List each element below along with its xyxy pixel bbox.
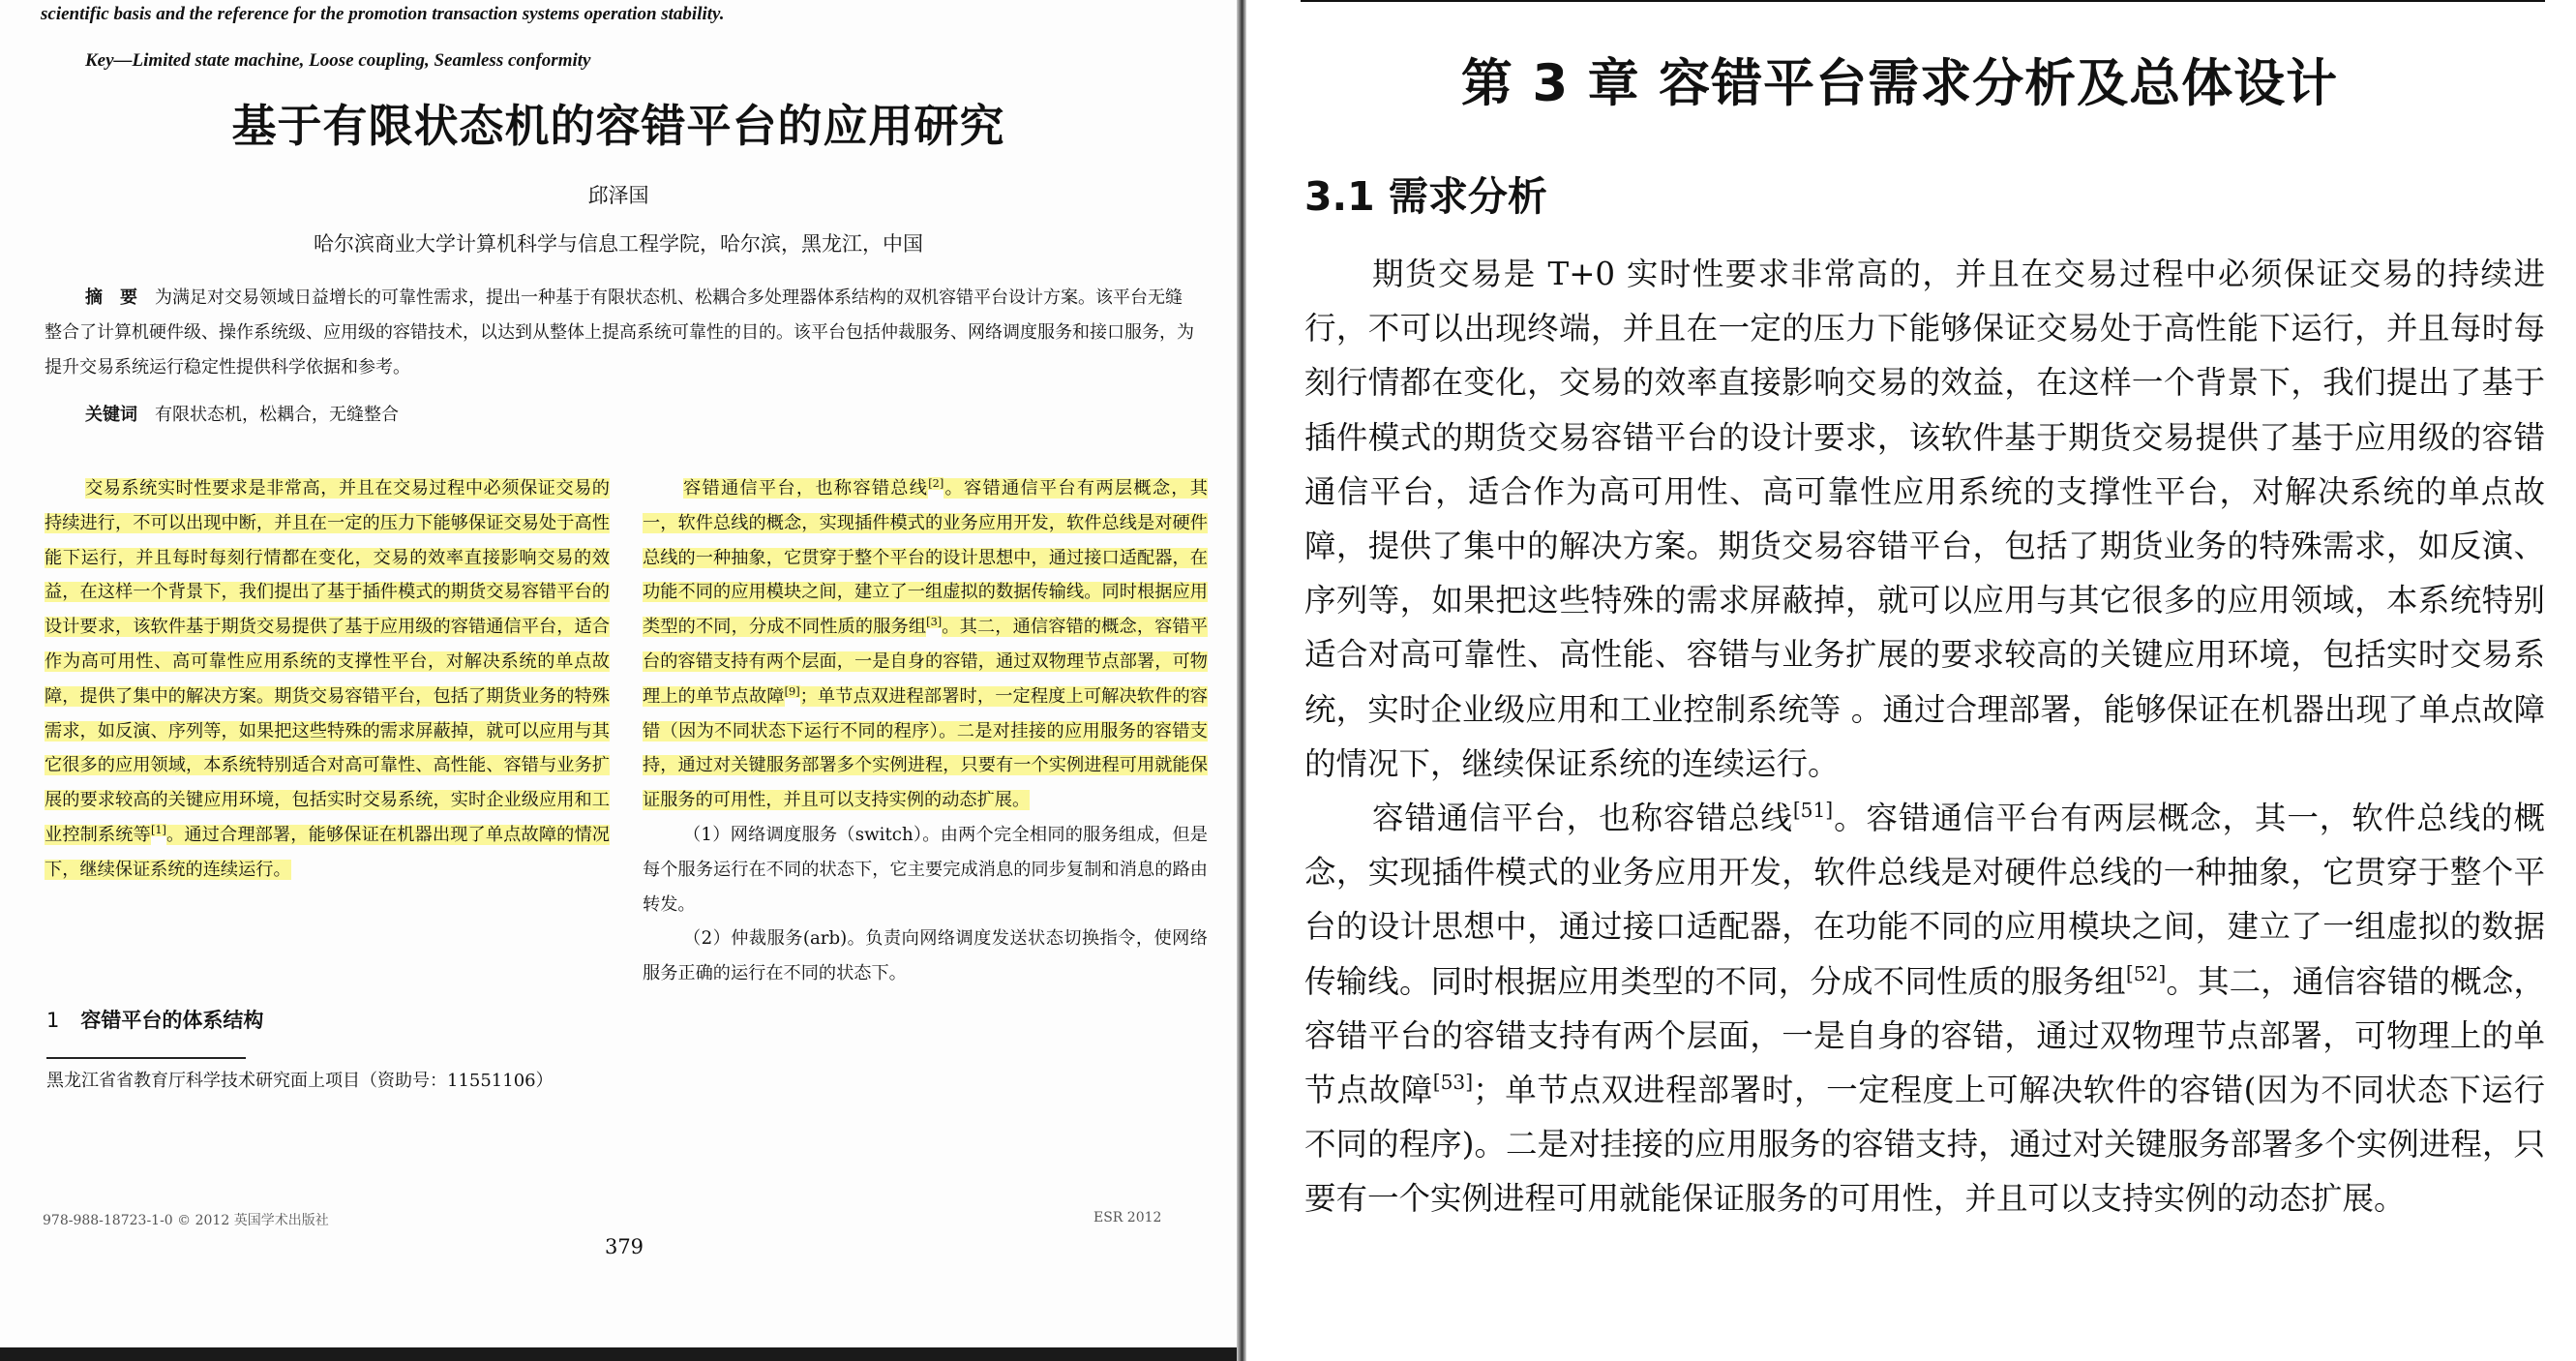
citation-ref-51: [51] bbox=[1792, 799, 1834, 823]
citation-ref-3: [3] bbox=[926, 616, 943, 629]
section-number: 1 bbox=[46, 1009, 60, 1032]
citation-ref-9: [9] bbox=[784, 684, 800, 698]
citation-ref-53: [53] bbox=[1432, 1071, 1474, 1095]
header-rule bbox=[1301, 0, 2545, 2]
body-paragraph bbox=[1304, 791, 2545, 1226]
abstract-en-last-line: scientific basis and the reference for the promotion transaction systems operation stability. bbox=[41, 4, 725, 24]
keywords-en: Key—Limited state machine, Loose coupling, Seamless conformity bbox=[85, 50, 591, 71]
body-seg-2: 。容错通信平台有两层概念，其一，软件总线的概念，实现插件模式的业务应用开发，软件总线是对硬件总线的一种抽象，它贯穿于整个平台的设计思想中，通过接口适配器，在功能不同的应用模块之间，建立了一组虚拟的数据传输线。同时根据应用类型的不同，分成不同性质的服务组 bbox=[1304, 800, 2545, 1000]
footer-text-right: ESR 2012 bbox=[1093, 1210, 1162, 1225]
left-document-page bbox=[0, 0, 1237, 1347]
right-document-page bbox=[1246, 0, 2576, 1361]
highlight-seg-1: 容错通信平台，也称容错总线 bbox=[683, 478, 929, 499]
abstract-cn bbox=[45, 281, 1196, 385]
body-column-right bbox=[643, 471, 1208, 991]
footer-text-left: 978-988-18723-1-0 © 2012 英国学术出版社 bbox=[43, 1213, 329, 1225]
footnote-divider bbox=[46, 1057, 246, 1059]
keywords-text: 有限状态机，松耦合，无缝整合 bbox=[155, 405, 399, 425]
highlight-seg-4: ；单节点双进程部署时，一定程度上可解决软件的容错（因为不同状态下运行不同的程序）。二是对挂接的应用服务的容错支持，通过对关键服务部署多个实例进程，只要有一个实例进程可用就能保证服务的可用性，并且可以支持实例的动态扩展。 bbox=[643, 685, 1208, 811]
page-number: 379 bbox=[604, 1235, 644, 1258]
keywords-label: 关键词 bbox=[85, 405, 137, 425]
section-heading-text: 容错平台的体系结构 bbox=[80, 1009, 264, 1032]
body-seg-3: 。其二，通信容错的概念，容错平台的容错支持有两个层面，一是自身的容错，通过双物理节点部署，可物理上的单节点故障 bbox=[1304, 962, 2545, 1109]
author-affiliation: 哈尔滨商业大学计算机科学与信息工程学院，哈尔滨，黑龙江，中国 bbox=[314, 232, 923, 256]
footnote: 黑龙江省省教育厅科学技术研究面上项目（资助号：11551106） bbox=[46, 1071, 554, 1091]
section-title: 3.1 需求分析 bbox=[1304, 173, 1547, 220]
highlight-seg-2: 。容错通信平台有两层概念，其一，软件总线的概念，实现插件模式的业务应用开发，软件总线是对硬件总线的一种抽象，它贯穿于整个平台的设计思想中，通过接口适配器，在功能不同的应用模块之间，建立了一组虚拟的数据传输线。同时根据应用类型的不同，分成不同性质的服务组 bbox=[643, 478, 1208, 638]
highlight-text-tail: 。通过合理部署，能够保证在机器出现了单点故障的情况下，继续保证系统的连续运行。 bbox=[45, 824, 610, 880]
body-seg-1: 容错通信平台，也称容错总线 bbox=[1372, 800, 1793, 837]
body-paragraph: 期货交易是 T+0 实时性要求非常高的，并且在交易过程中必须保证交易的持续进行，不可以出现终端，并且在一定的压力下能够保证交易处于高性能下运行，并且每时每刻行情都在变化，交易的效率直接影响交易的效益，在这样一个背景下，我们提出了基于插件模式的期货交易容错平台的设计要求，该软件基于期货交易提供了基于应用级的容错通信平台，适合作为高可用性、高可靠性应用系统的支撑性平台，对解决系统的单点故障，提供了集中的解决方案。期货交易容错平台，包括了期货业务的特殊需求，如反演、序列等，如果把这些特殊的需求屏蔽掉，就可以应用与其它很多的应用领域，本系统特别适合对高可靠性、高性能、容错与业务扩展的要求较高的关键应用环境，包括实时交易系统，实时企业级应用和工业控制系统等 。通过合理部署，能够保证在机器出现了单点故障的情况下，继续保证系统的连续运行。 bbox=[1304, 256, 2545, 782]
page-gutter bbox=[1237, 0, 1246, 1361]
citation-ref-52: [52] bbox=[2125, 961, 2167, 985]
highlight-text: 交易系统实时性要求是非常高，并且在交易过程中必须保证交易的持续进行，不可以出现中断，并且在一定的压力下能够保证交易处于高性能下运行，并且每时每刻行情都在变化，交易的效率直接影响交易的效益，在这样一个背景下，我们提出了基于插件模式的期货交易容错平台的设计要求，该软件基于期货交易提供了基于应用级的容错通信平台，适合作为高可用性、高可靠性应用系统的支撑性平台，对解决系统的单点故障，提供了集中的解决方案。期货交易容错平台，包括了期货业务的特殊需求，如反演、序列等，如果把这些特殊的需求屏蔽掉，就可以应用与其它很多的应用领域，本系统特别适合对高可靠性、高性能、容错与业务扩展的要求较高的关键应用环境，包括实时交易系统，实时企业级应用和工业控制系统等 bbox=[45, 478, 610, 845]
list-item: （2）仲裁服务(arb)。负责向网络调度发送状态切换指令，使网络服务正确的运行在不同的状态下。 bbox=[643, 928, 1208, 984]
author-name: 邱泽国 bbox=[587, 184, 649, 207]
body-column-left bbox=[45, 471, 610, 888]
paper-title: 基于有限状态机的容错平台的应用研究 bbox=[231, 100, 1005, 152]
keywords-cn bbox=[85, 401, 399, 426]
citation-ref-2: [2] bbox=[928, 476, 944, 490]
highlighted-paragraph-2 bbox=[643, 471, 1208, 818]
highlight-seg-3: 。其二，通信容错的概念，容错平台的容错支持有两个层面，一是自身的容错，通过双物理节点部署，可物理上的单节点故障 bbox=[643, 617, 1208, 707]
list-item: （1）网络调度服务（switch）。由两个完全相同的服务组成，但是每个服务运行在不同的状态下，它主要完成消息的同步复制和消息的路由转发。 bbox=[643, 824, 1208, 915]
window-bottom-edge bbox=[0, 1347, 1237, 1361]
abstract-text: 为满足对交易领域日益增长的可靠性需求，提出一种基于有限状态机、松耦合多处理器体系结构的双机容错平台设计方案。该平台无缝整合了计算机硬件级、操作系统级、应用级的容错技术，以达到从整体上提高系统可靠性的目的。该平台包括仲裁服务、网络调度服务和接口服务，为提升交易系统运行稳定性提供科学依据和参考。 bbox=[45, 287, 1194, 378]
chapter-body bbox=[1304, 247, 2545, 1226]
citation-ref: [1] bbox=[150, 823, 166, 836]
section-heading bbox=[46, 1005, 263, 1034]
chapter-title: 第 3 章 容错平台需求分析及总体设计 bbox=[1460, 54, 2339, 113]
highlighted-paragraph bbox=[45, 471, 610, 888]
abstract-label: 摘 要 bbox=[85, 287, 137, 308]
body-seg-4: ；单节点双进程部署时，一定程度上可解决软件的容错(因为不同状态下运行不同的程序)。二是对挂接的应用服务的容错支持，通过对关键服务部署多个实例进程，只要有一个实例进程可用就能保证服务的可用性，并且可以支持实例的动态扩展。 bbox=[1304, 1072, 2545, 1218]
